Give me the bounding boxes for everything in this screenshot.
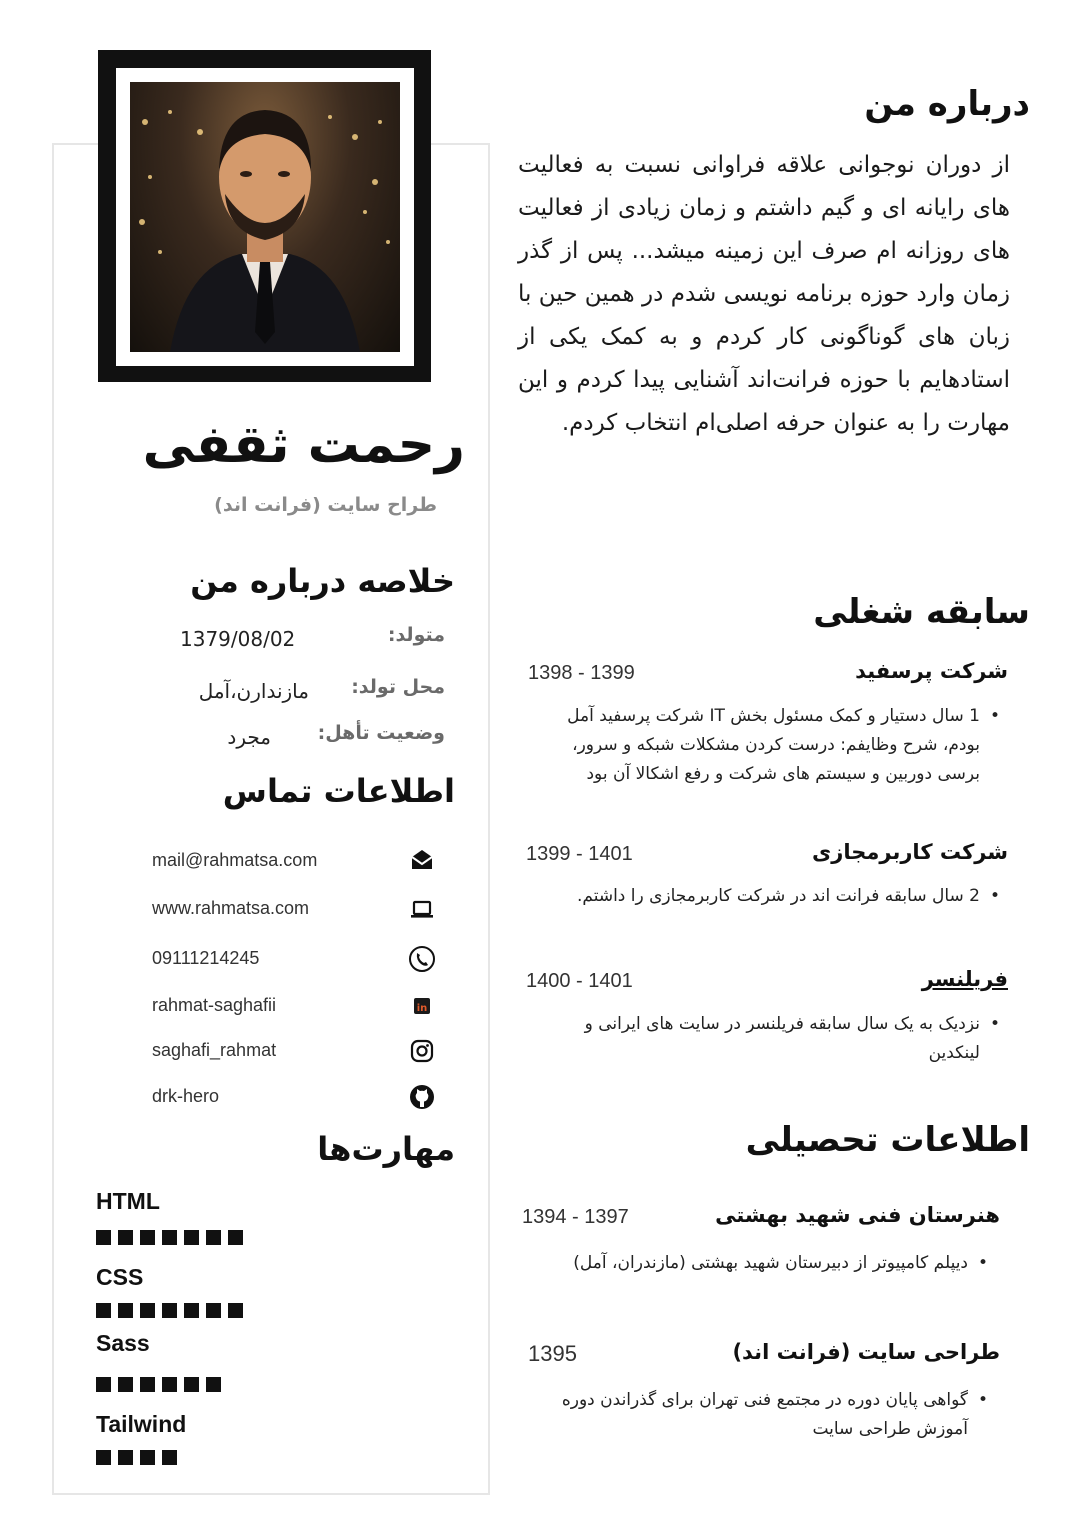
profile-photo-border xyxy=(116,68,414,366)
skill-name-tailwind: Tailwind xyxy=(96,1411,187,1437)
skill-level-square xyxy=(184,1377,199,1392)
skill-level-square xyxy=(96,1303,111,1318)
website-link[interactable]: www.rahmatsa.com xyxy=(152,898,310,918)
skill-level-square xyxy=(162,1303,177,1318)
work-desc-2: • 2 سال سابقه فرانت اند در شرکت کاربرمجازی را داشتم. xyxy=(560,882,980,911)
skill-level-square xyxy=(96,1377,111,1392)
email-link[interactable]: mail@rahmatsa.com xyxy=(152,850,318,870)
education-school-1: هنرستان فنی شهید بهشتی xyxy=(715,1203,1000,1227)
skill-level-square xyxy=(228,1303,243,1318)
skill-level-square xyxy=(184,1303,199,1318)
github-icon xyxy=(408,1083,436,1111)
work-title: سابقه شغلی xyxy=(813,592,1030,632)
birth-date-value: 1379/08/02 xyxy=(180,627,296,651)
skill-level-css xyxy=(96,1303,243,1319)
mail-icon xyxy=(408,846,436,874)
skill-name-sass: Sass xyxy=(96,1330,150,1356)
skill-name-html: HTML xyxy=(96,1188,160,1214)
education-school-2: طراحی سایت (فرانت اند) xyxy=(732,1340,1000,1364)
skill-level-square xyxy=(140,1303,155,1318)
linkedin-icon xyxy=(408,992,436,1020)
work-date-1: 1398 - 1399 xyxy=(528,662,635,684)
skill-level-square xyxy=(162,1377,177,1392)
profile-name: رحمت ثقفی xyxy=(142,415,465,475)
instagram-icon xyxy=(408,1037,436,1065)
skill-level-square xyxy=(118,1303,133,1318)
work-desc-3: • نزدیک به یک سال سابقه فریلنسر در سایت های ایرانی و لینکدین xyxy=(560,1010,980,1068)
skills-title: مهارت‌ها xyxy=(317,1130,455,1168)
skill-level-square xyxy=(118,1230,133,1245)
phone-link[interactable]: 09111214245 xyxy=(152,948,260,968)
skill-level-square xyxy=(228,1230,243,1245)
education-desc-1: • دیپلم کامپیوتر از دبیرستان شهید بهشتی (مازندران، آمل) xyxy=(538,1249,968,1278)
skill-level-square xyxy=(140,1450,155,1465)
education-title: اطلاعات تحصیلی xyxy=(745,1120,1030,1160)
skill-level-html xyxy=(96,1230,243,1246)
work-company-2: شرکت کاربرمجازی xyxy=(812,840,1008,864)
skill-name-css: CSS xyxy=(96,1264,144,1290)
work-date-3: 1400 - 1401 xyxy=(526,970,633,992)
github-link[interactable]: drk-hero xyxy=(152,1086,220,1106)
contact-title: اطلاعات تماس xyxy=(222,772,455,810)
work-date-2: 1399 - 1401 xyxy=(526,843,633,865)
laptop-icon xyxy=(408,895,436,923)
phone-icon xyxy=(408,945,436,973)
about-body: از دوران نوجوانی علاقه فراوانی نسبت به فعالیت های رایانه ای و گیم داشتم و زمان زیادی از فعالیت های روزانه ام صرف این زمینه میشد... پس از گذر زمان وارد حوزه برنامه نویسی شدم در همین حین با زبان های گوناگونی کار کردم و به کمک یکی از استادهایم با حوزه فرانت‌اند آشنایی پیدا کردم و این مهارت را به عنوان حرفه اصلی‌ام انتخاب کردم. xyxy=(518,152,1010,436)
education-date-2: 1395 xyxy=(528,1341,577,1366)
skill-level-square xyxy=(162,1450,177,1465)
skill-level-square xyxy=(96,1230,111,1245)
birth-date-label: متولد: xyxy=(387,624,445,646)
skill-level-square xyxy=(96,1450,111,1465)
skill-level-square xyxy=(184,1230,199,1245)
birth-place-label: محل تولد: xyxy=(351,676,445,698)
skill-level-square xyxy=(118,1450,133,1465)
skill-level-square xyxy=(140,1377,155,1392)
education-desc-2: • گواهی پایان دوره در مجتمع فنی تهران برای گذراندن دوره آموزش طراحی سایت xyxy=(538,1386,968,1444)
work-company-1: شرکت پرسفید xyxy=(855,659,1008,683)
skill-level-square xyxy=(140,1230,155,1245)
marital-status-label: وضعیت تأهل: xyxy=(317,722,445,744)
skill-level-square xyxy=(206,1303,221,1318)
linkedin-link[interactable]: rahmat-saghafii xyxy=(152,995,277,1015)
skill-level-square xyxy=(206,1377,221,1392)
marital-status-value: مجرد xyxy=(227,725,271,749)
education-date-1: 1394 - 1397 xyxy=(522,1206,629,1228)
work-desc-1: • 1 سال دستیار و کمک مسئول بخش IT شرکت پرسفید آمل بودم، شرح وظایفم: درست کردن مشکلات شبکه و سرور، برسی دوربین و سیستم های شرکت و رفع اشکالا آن بود xyxy=(540,702,980,789)
about-title: درباره من xyxy=(864,84,1030,124)
summary-title: خلاصه درباره من xyxy=(190,562,455,600)
skill-level-tailwind xyxy=(96,1450,177,1466)
instagram-link[interactable]: saghafi_rahmat xyxy=(152,1040,277,1060)
birth-place-value: مازندارن،آمل xyxy=(198,679,309,703)
skill-level-square xyxy=(206,1230,221,1245)
profile-role: طراح سایت (فرانت اند) xyxy=(214,494,437,516)
skill-level-square xyxy=(162,1230,177,1245)
svg-text:in: in xyxy=(416,1003,428,1014)
work-company-3: فریلنسر xyxy=(921,967,1008,991)
skill-level-sass xyxy=(96,1377,221,1393)
skill-level-square xyxy=(118,1377,133,1392)
